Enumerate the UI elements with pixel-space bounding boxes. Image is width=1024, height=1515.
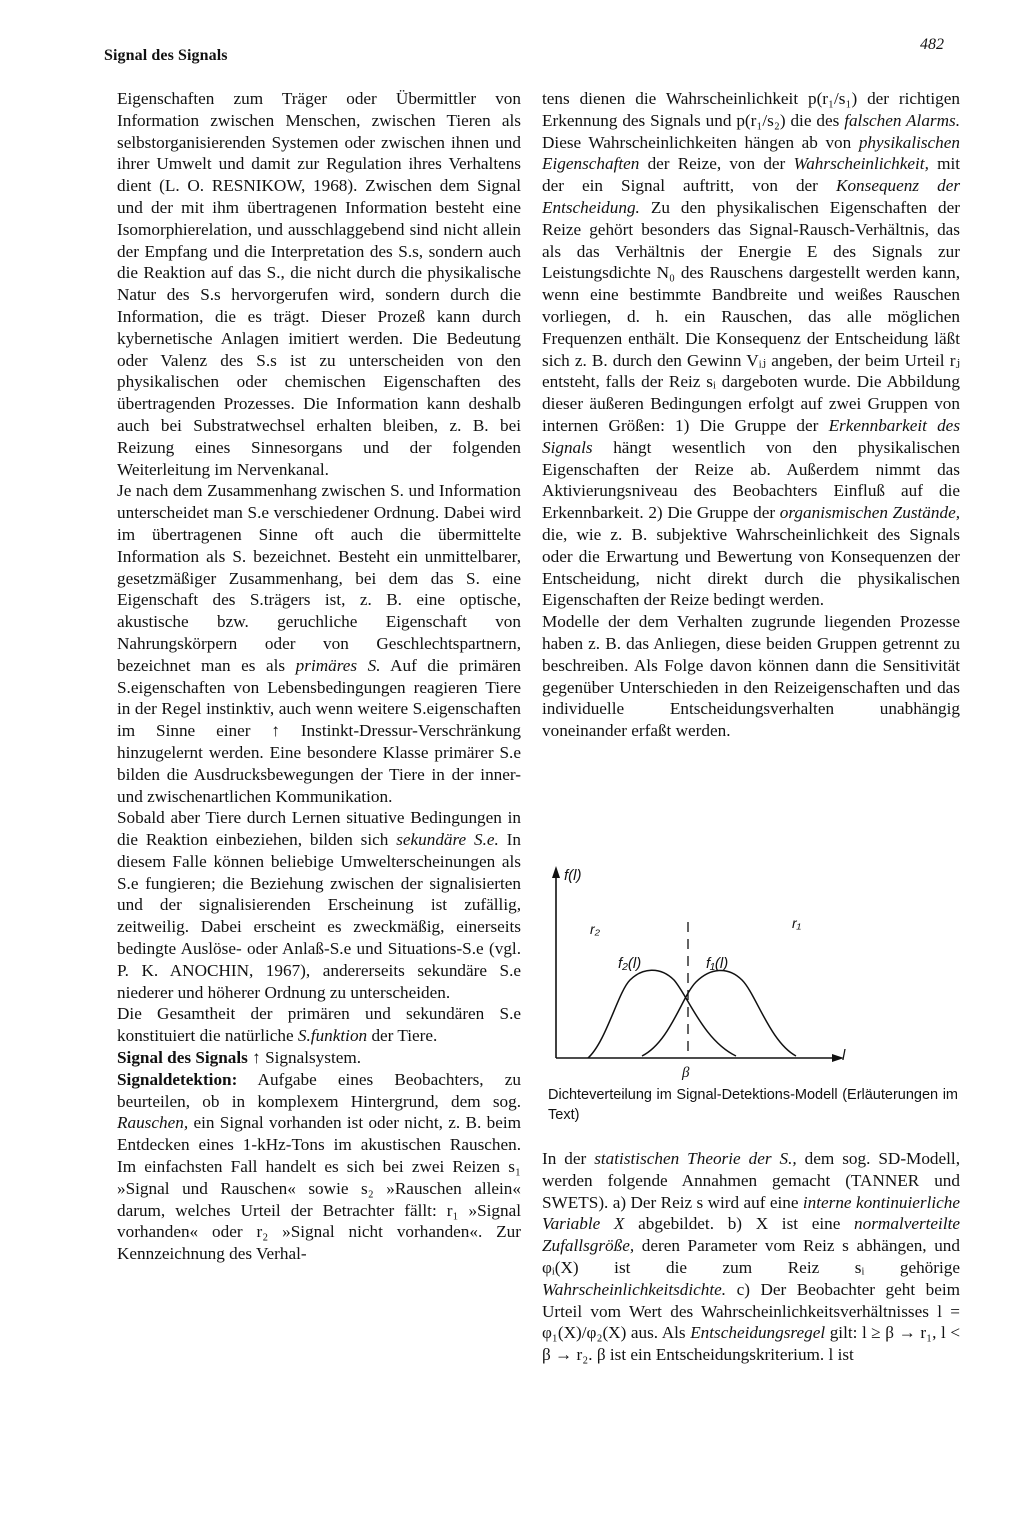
- region-left-label: r₂: [590, 921, 601, 937]
- entry-signal-des-signals: [117, 1047, 521, 1069]
- term-konsequenz: Konsequenz der Entscheidung.: [542, 176, 961, 217]
- term-zufallsgroesse: normalverteilte Zufallsgröße,: [542, 1214, 960, 1256]
- paragraph-1: Eigenschaften zum Träger oder Übermittler von Information zwischen Menschen, zwischen Tieren als selbstorganisierenden Systemen oder zwischen ihnen und ihrer Umwelt und damit zur Regulation ihres Verhaltens dient (L. O. RESNIKOW, 1968). Zwischen dem Signal und der mit ihm übertragenen Information besteht eine Isomorphierelation, und ausschlaggebend sind nicht allein der Empfang und die Interpretation des S.s, sondern auch die Reaktion auf das S., die nicht durch die physikalische Natur des S.s hervorgerufen wird, sondern durch die Information, die es trägt. Dieser Prozeß kann durch kybernetische Anlagen imitiert werden. Die Bedeutung oder Valenz des S.s ist zu unterscheiden von den physikalischen oder chemischen Eigenschaften des übertragenden Prozesses. Die Information kann deshalb auch bei Substratwechsel erhalten bleiben, z. B. bei Reizung eines Sinnesorgans und der folgenden Weiterleitung im Nervenkanal.: [117, 89, 521, 479]
- paragraph-4: [117, 1003, 521, 1047]
- text-run: Zu den physikalischen Eigenschaften der Reize gehört besonders das Signal-Rausch-Verhältnis, das als das Verhältnis der Energie E des Signals zur Leistungsdichte N₀ des Rauschens dargestellt werden kann, wenn eine bestimmte Bandbreite und weißes Rauschen vorliegen, d. h. ein Rauschen, das alle möglichen Frequenzen enthält. Die Konsequenz der Entscheidung läßt sich z. B. durch den Gewinn Vᵢⱼ angeben, der beim Urteil rⱼ entsteht, falls der Reiz sᵢ dargeboten wurde. Die Abbildung dieser äußeren Bedingungen erfolgt auf zwei Gruppen von internen Größen: 1) Die Gruppe der: [542, 197, 960, 435]
- term-organismische-zustaende: organismischen Zustände,: [779, 503, 960, 523]
- text-run: dem sog. SD-Modell, werden folgende Annahmen gemacht (TANNER und SWETS). a) Der Reiz s wird auf eine: [542, 1149, 961, 1212]
- region-right-label: r₁: [792, 915, 802, 931]
- curve-f2: [588, 970, 736, 1058]
- term-rauschen: Rauschen,: [117, 1113, 189, 1133]
- criterion-label: β: [682, 1065, 690, 1081]
- text-run: deren Parameter vom Reiz s abhängen, und φᵢ(X) ist die zum Reiz sᵢ gehörige: [542, 1236, 960, 1277]
- running-head: Signal des Signals: [104, 47, 228, 64]
- paragraph-4-rest: der Tiere.: [367, 1026, 438, 1046]
- term-falscher-alarm: falschen Alarms.: [844, 110, 961, 130]
- text-run: In der: [542, 1149, 587, 1168]
- density-figure: [548, 862, 848, 1092]
- curve-f1-label: f₁(l): [706, 955, 729, 972]
- text-run: gilt: l ≥ β → r₁, l < β → r₂. β ist ein Entscheidungskriterium. l ist: [542, 1323, 961, 1365]
- paragraph-2: [117, 480, 521, 807]
- term-sekundaere-s: sekundäre S.e.: [396, 830, 499, 850]
- paragraph-4-text: Die Gesamtheit der primären und sekundären S.e konstituiert die natürliche: [117, 1004, 521, 1046]
- term-primaeres-s: primäres S.: [295, 655, 381, 675]
- paragraph-3: [117, 807, 521, 1003]
- text-run: mit der ein Signal auftritt, von der: [542, 154, 960, 196]
- y-axis-arrow: [552, 866, 560, 878]
- paragraph-3-text: Sobald aber Tiere durch Lernen situative Bedingungen in die Reaktion einbeziehen, bilden sich: [117, 808, 521, 850]
- paragraph-2-rest: Auf die primären S.eigenschaften von Lebensbedingungen reagieren Tiere in der Regel instinktiv, auch wenn weitere S.eigenschaften im Sinne einer ↑ Instinkt-Dressur-Verschränkung hinzugelernt werden. Eine besondere Klasse primärer S.e bilden die Ausdrucksbewegungen der Tiere in der inner- und zwischenartlichen Kommunikation.: [117, 655, 521, 806]
- x-axis-label: l: [842, 1047, 846, 1064]
- entry-2-headword: Signaldetektion:: [117, 1069, 238, 1089]
- text-run: der Reize, von der: [639, 154, 786, 174]
- paragraph-3-rest: In diesem Falle können beliebige Umwelterscheinungen als S.e fungieren; die Beziehung zwischen der signalisierten und der signalisierenden Erscheinung ist zufällig, zeitweilig. Dabei erscheint es zweckmäßig, einerseits bedingte Auslöse- oder Anlaß-S.e und Situations-S.e (vgl. P. K. ANOCHIN, 1967), andererseits sekundäre S.e niederer und höherer Ordnung zu unterscheiden.: [117, 830, 521, 1002]
- text-run: abgebildet. b) X ist eine: [624, 1214, 841, 1234]
- text-run: die, wie z. B. subjektive Wahrscheinlichkeit des Signals oder die Erwartung und Bewertung von Konsequenzen der Entscheidung, nicht direkt durch die physikalischen Eigenschaften der Reize bedingt werden.: [542, 524, 960, 610]
- term-s-funktion: S.funktion: [297, 1026, 368, 1046]
- text-run: hängt wesentlich von den physikalischen Eigenschaften der Reize ab. Außerdem nimmt das Aktivierungsniveau des Beobachters Einfluß auf die Erkennbarkeit. 2) Die Gruppe der: [542, 437, 960, 523]
- term-wahrscheinlichkeitsdichte: Wahrscheinlichkeitsdichte.: [542, 1279, 727, 1299]
- curve-f2-label: f₂(l): [618, 955, 642, 972]
- left-column: [117, 88, 521, 1265]
- entry-2-text-a: Aufgabe eines Beobachters, zu beurteilen, ob in komplexem Hintergrund, dem sog.: [117, 1069, 521, 1111]
- term-erkennbarkeit: Erkennbarkeit des Signals: [542, 415, 961, 457]
- paragraph-2-text: Je nach dem Zusammenhang zwischen S. und Information unterscheidet man S.e verschiedener Ordnung. Dabei wird im übertragenen Sinne oft auch die übermittelte Information als S. bezeichnet. Besteht ein unmittelbarer, gesetzmäßiger Zusammenhang, bei dem das S. eine Eigenschaft des S.trägers ist, z. B. eine optische, akustische bzw. geruchliche Eigenschaft von Nahrungskörpern oder von Geschlechtspartnern, bezeichnet man es als: [117, 481, 521, 675]
- entry-signaldetektion: [117, 1069, 521, 1265]
- figure-caption: Dichteverteilung im Signal-Detektions-Modell (Erläuterungen im Text): [548, 1087, 958, 1123]
- entry-1-headword: Signal des Signals: [117, 1048, 248, 1068]
- text-run: tens dienen die Wahrscheinlichkeit p(r₁/s₁) der richtigen Erkennung des Signals und p(r₁/s₂) die des: [542, 89, 960, 130]
- entry-2-text-b: ein Signal vorhanden ist oder nicht, z. B. beim Entdecken eines 1-kHz-Tons im akustischen Rauschen. Im einfachsten Fall handelt es sich bei zwei Reizen s₁ »Signal und Rauschen« sowie s₂ »Rauschen allein« darum, welches Urteil der Betrachter fällt: r₁ »Signal vorhanden« oder r₂ »Signal nicht vorhanden«. Zur Kennzeichnung des Verhal-: [117, 1113, 521, 1264]
- text-run: Diese Wahrscheinlichkeiten hängen ab von: [542, 132, 852, 152]
- term-wahrscheinlichkeit: Wahrscheinlichkeit,: [793, 154, 929, 174]
- term-interne-variable: interne kontinuierliche Variable X: [542, 1192, 960, 1234]
- page-number: 482: [920, 36, 944, 53]
- term-physikalische-eigenschaften: physikalischen Eigenschaften: [542, 132, 960, 174]
- right-column-bottom: [542, 1148, 960, 1366]
- term-entscheidungsregel: Entscheidungsregel: [690, 1323, 826, 1343]
- right-paragraph-1: [542, 88, 960, 611]
- right-paragraph-3: [542, 1148, 960, 1366]
- y-axis-label: f(l): [564, 867, 582, 884]
- entry-1-text: ↑ Signalsystem.: [247, 1048, 362, 1068]
- right-column-top: [542, 88, 960, 742]
- text-run: c) Der Beobachter geht beim Urteil vom Wert des Wahrscheinlichkeitsverhältnisses l = φ₁(X)/φ₂(X) aus. Als: [542, 1279, 960, 1343]
- term-statistische-theorie: statistischen Theorie der S.,: [594, 1149, 797, 1168]
- right-paragraph-2: Modelle der dem Verhalten zugrunde liegenden Prozesse haben z. B. das Anliegen, diese beiden Gruppen getrennt zu beschreiben. Als Folge davon können dann die Sensitivität gegenüber Unterschieden in den Reizeigenschaften und das individuelle Entscheidungsverhalten unabhängig voneinander erfaßt werden.: [542, 612, 960, 741]
